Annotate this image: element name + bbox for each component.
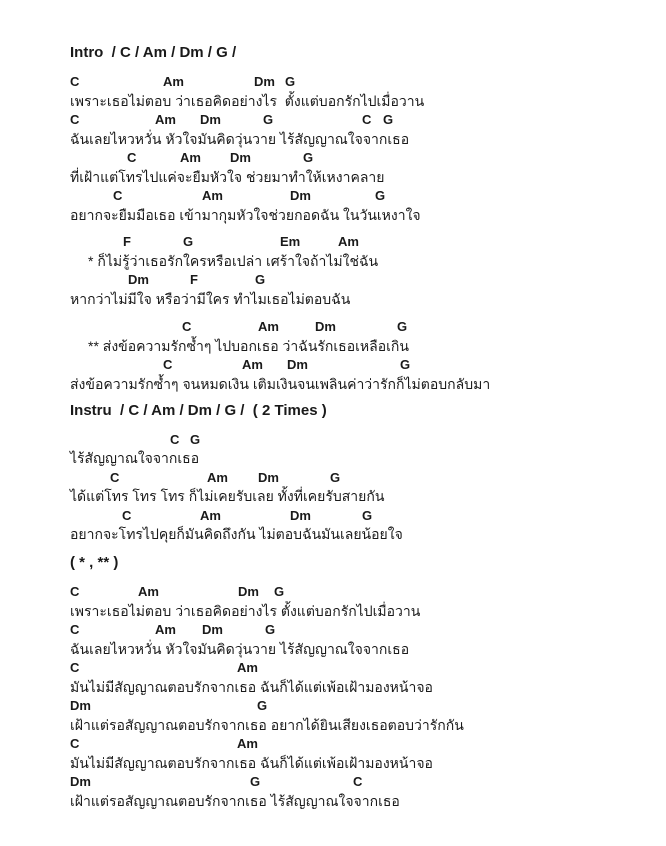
chord-c: C — [110, 470, 120, 485]
chord-g: G — [250, 774, 261, 789]
lyric-line: หากว่าไม่มีใจ หรือว่ามีใคร ทำไมเธอไม่ตอบฉัน — [70, 291, 351, 307]
chord-c: C — [362, 112, 372, 127]
chord-c: C — [182, 319, 192, 334]
chord-am: Am — [200, 508, 221, 523]
chord-g: G — [375, 188, 386, 203]
chord-c: C — [163, 357, 173, 372]
lyric-line: มันไม่มีสัญญาณตอบรักจากเธอ ฉันก็ได้แต่เพ้อเฝ้ามองหน้าจอ — [70, 755, 433, 771]
lyric-line: เฝ้าแต่รอสัญญาณตอบรักจากเธอ อยากได้ยินเสียงเธอตอบว่ารักกัน — [70, 717, 464, 733]
lyric-line: ** ส่งข้อความรักซ้ำๆ ไปบอกเธอ ว่าฉันรักเธอเหลือเกิน — [88, 338, 409, 354]
chord-am: Am — [202, 188, 223, 203]
chord-g: G — [362, 508, 373, 523]
chord-c: C — [70, 74, 80, 89]
lyric-line: มันไม่มีสัญญาณตอบรักจากเธอ ฉันก็ได้แต่เพ้อเฝ้ามองหน้าจอ — [70, 679, 433, 695]
chord-dm: Dm — [254, 74, 275, 89]
chord-line — [0, 471, 666, 487]
lyric-line: เฝ้าแต่รอสัญญาณตอบรักจากเธอ ไร้สัญญาณใจจากเธอ — [70, 793, 400, 809]
chord-line — [0, 623, 666, 639]
chord-g: G — [255, 272, 266, 287]
lyric-line: * ก็ไม่รู้ว่าเธอรักใครหรือเปล่า เศร้าใจถ้าไม่ใช่ฉัน — [88, 253, 379, 269]
lyric-line: ฉันเลยไหวหวั่น หัวใจมันคิดวุ่นวาย ไร้สัญญาณใจจากเธอ — [70, 131, 410, 147]
chord-g: G — [274, 584, 285, 599]
chord-am: Am — [237, 736, 258, 751]
chord-c: C — [122, 508, 132, 523]
chord-am: Am — [242, 357, 263, 372]
chord-dm: Dm — [315, 319, 336, 334]
chord-g: G — [183, 234, 194, 249]
chord-am: Am — [237, 660, 258, 675]
repeat-marks: ( * , ** ) — [70, 554, 119, 571]
chord-line — [0, 320, 666, 336]
chord-line — [0, 151, 666, 167]
chord-am: Am — [163, 74, 184, 89]
chord-line — [0, 433, 666, 449]
chord-dm: Dm — [290, 188, 311, 203]
chord-dm: Dm — [290, 508, 311, 523]
chord-c: C — [170, 432, 180, 447]
chord-g: G — [383, 112, 394, 127]
lyric-line: เพราะเธอไม่ตอบ ว่าเธอคิดอย่างไร ตั้งแต่บอกรักไปเมื่อวาน — [70, 93, 425, 109]
lyric-line: ที่เฝ้าแต่โทรไปแค่จะยืมหัวใจ ช่วยมาทำให้เหงาคลาย — [70, 169, 385, 185]
chord-line — [0, 585, 666, 601]
chord-line — [0, 699, 666, 715]
instru-header: Instru / C / Am / Dm / G / ( 2 Times ) — [70, 402, 327, 419]
chord-line — [0, 509, 666, 525]
chord-g: G — [303, 150, 314, 165]
chord-c: C — [70, 112, 80, 127]
chord-f: F — [123, 234, 131, 249]
chord-dm: Dm — [200, 112, 221, 127]
chord-line — [0, 273, 666, 289]
lyric-line: ได้แต่โทร โทร โทร ก็ไม่เคยรับเลย ทั้งที่เคยรับสายกัน — [70, 488, 385, 504]
chord-dm: Dm — [70, 698, 91, 713]
chord-dm: Dm — [128, 272, 149, 287]
chord-line — [0, 775, 666, 791]
chord-c: C — [70, 660, 80, 675]
chord-c: C — [113, 188, 123, 203]
chord-f: F — [190, 272, 198, 287]
chord-dm: Dm — [238, 584, 259, 599]
chord-c: C — [353, 774, 363, 789]
chord-line — [0, 235, 666, 251]
lyric-line: อยากจะยืมมือเธอ เข้ามากุมหัวใจช่วยกอดฉัน ในวันเหงาใจ — [70, 207, 421, 223]
chord-dm: Dm — [202, 622, 223, 637]
chord-c: C — [127, 150, 137, 165]
chord-c: C — [70, 622, 80, 637]
chord-c: C — [70, 584, 80, 599]
chord-line — [0, 189, 666, 205]
chord-dm: Dm — [287, 357, 308, 372]
chord-am: Am — [338, 234, 359, 249]
chord-line — [0, 737, 666, 753]
chord-g: G — [263, 112, 274, 127]
chord-line — [0, 75, 666, 91]
chord-am: Am — [207, 470, 228, 485]
lyric-line: ส่งข้อความรักซ้ำๆ จนหมดเงิน เติมเงินจนเพลินค่าว่ารักก็ไม่ตอบกลับมา — [70, 376, 491, 392]
chord-g: G — [330, 470, 341, 485]
chord-em: Em — [280, 234, 301, 249]
chord-am: Am — [155, 112, 176, 127]
chord-g: G — [397, 319, 408, 334]
chord-am: Am — [258, 319, 279, 334]
chord-g: G — [257, 698, 268, 713]
chord-g: G — [190, 432, 201, 447]
lyric-line: อยากจะโทรไปคุยก็มันคิดถึงกัน ไม่ตอบฉันมันเลยน้อยใจ — [70, 526, 403, 542]
chord-am: Am — [180, 150, 201, 165]
chord-line — [0, 113, 666, 129]
chord-dm: Dm — [258, 470, 279, 485]
chord-c: C — [70, 736, 80, 751]
lyric-line: ไร้สัญญาณใจจากเธอ — [70, 450, 200, 466]
chord-line — [0, 358, 666, 374]
chord-g: G — [400, 357, 411, 372]
lyric-line: ฉันเลยไหวหวั่น หัวใจมันคิดวุ่นวาย ไร้สัญญาณใจจากเธอ — [70, 641, 410, 657]
chord-am: Am — [155, 622, 176, 637]
chord-g: G — [285, 74, 296, 89]
chord-g: G — [265, 622, 276, 637]
chord-am: Am — [138, 584, 159, 599]
intro-header: Intro / C / Am / Dm / G / — [70, 44, 237, 61]
chord-dm: Dm — [230, 150, 251, 165]
chord-line — [0, 661, 666, 677]
chord-dm: Dm — [70, 774, 91, 789]
lyric-line: เพราะเธอไม่ตอบ ว่าเธอคิดอย่างไร ตั้งแต่บอกรักไปเมื่อวาน — [70, 603, 421, 619]
